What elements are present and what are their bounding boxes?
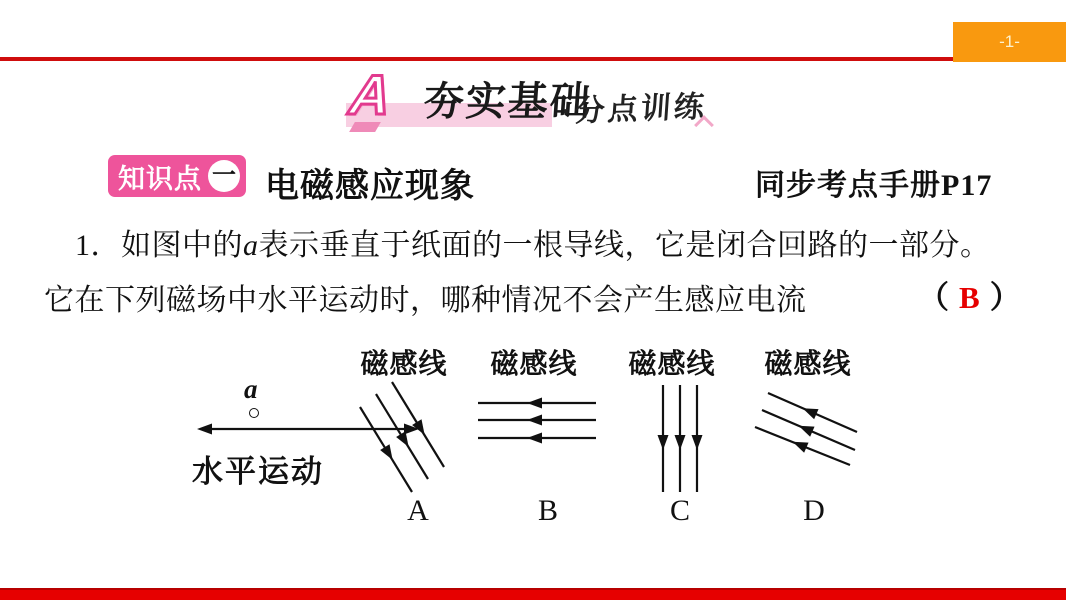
handbook-reference: 同步考点手册P17: [755, 169, 993, 202]
wire-cross-section-icon: [249, 408, 259, 418]
top-divider: [0, 57, 953, 61]
field-lines-b-icon: [478, 390, 598, 452]
page-number-badge: [953, 22, 1066, 62]
option-letter-a: A: [407, 494, 429, 527]
section-subtitle: ·分点训练: [560, 90, 709, 129]
field-lines-d-icon: [755, 390, 860, 468]
number-one-circle-icon: [208, 160, 240, 192]
question-prefix: 1．如图中的: [75, 229, 243, 262]
knowledge-point-number: 一: [212, 162, 236, 189]
knowledge-point-label: 知识点: [118, 163, 202, 194]
question-suffix: 表示垂直于纸面的一根导线，它是闭合回路的一部分。: [258, 229, 991, 262]
wire-variable: a: [243, 229, 259, 262]
section-title: 夯实基础: [422, 80, 594, 124]
question-line-1: [75, 220, 991, 264]
option-letter-b: B: [537, 494, 558, 527]
option-letter-d: D: [803, 494, 825, 527]
question-line-2: 它在下列磁场中水平运动时，哪种情况不会产生感应电流: [44, 284, 807, 317]
bottom-divider: [0, 588, 1066, 600]
motion-label: 水平运动: [192, 454, 324, 489]
knowledge-point-badge: [108, 155, 246, 197]
option-letter-c: C: [669, 494, 690, 527]
answer-letter: B: [959, 280, 980, 315]
answer-paren-open: （: [918, 280, 949, 315]
field-lines-label-b: 磁感线: [490, 349, 578, 380]
answer-paren-close: ）: [989, 280, 1021, 315]
topic-title: 电磁感应现象: [265, 167, 475, 205]
section-logo-a: A: [346, 63, 394, 126]
field-lines-label-a: 磁感线: [360, 349, 448, 380]
field-lines-c-icon: [650, 385, 712, 493]
wire-label: a: [244, 374, 258, 404]
answer-group: [918, 272, 1021, 317]
field-lines-label-d: 磁感线: [764, 349, 852, 380]
page-number: -1-: [999, 32, 1020, 51]
field-lines-label-c: 磁感线: [628, 349, 716, 380]
field-lines-a-icon: [352, 382, 452, 494]
